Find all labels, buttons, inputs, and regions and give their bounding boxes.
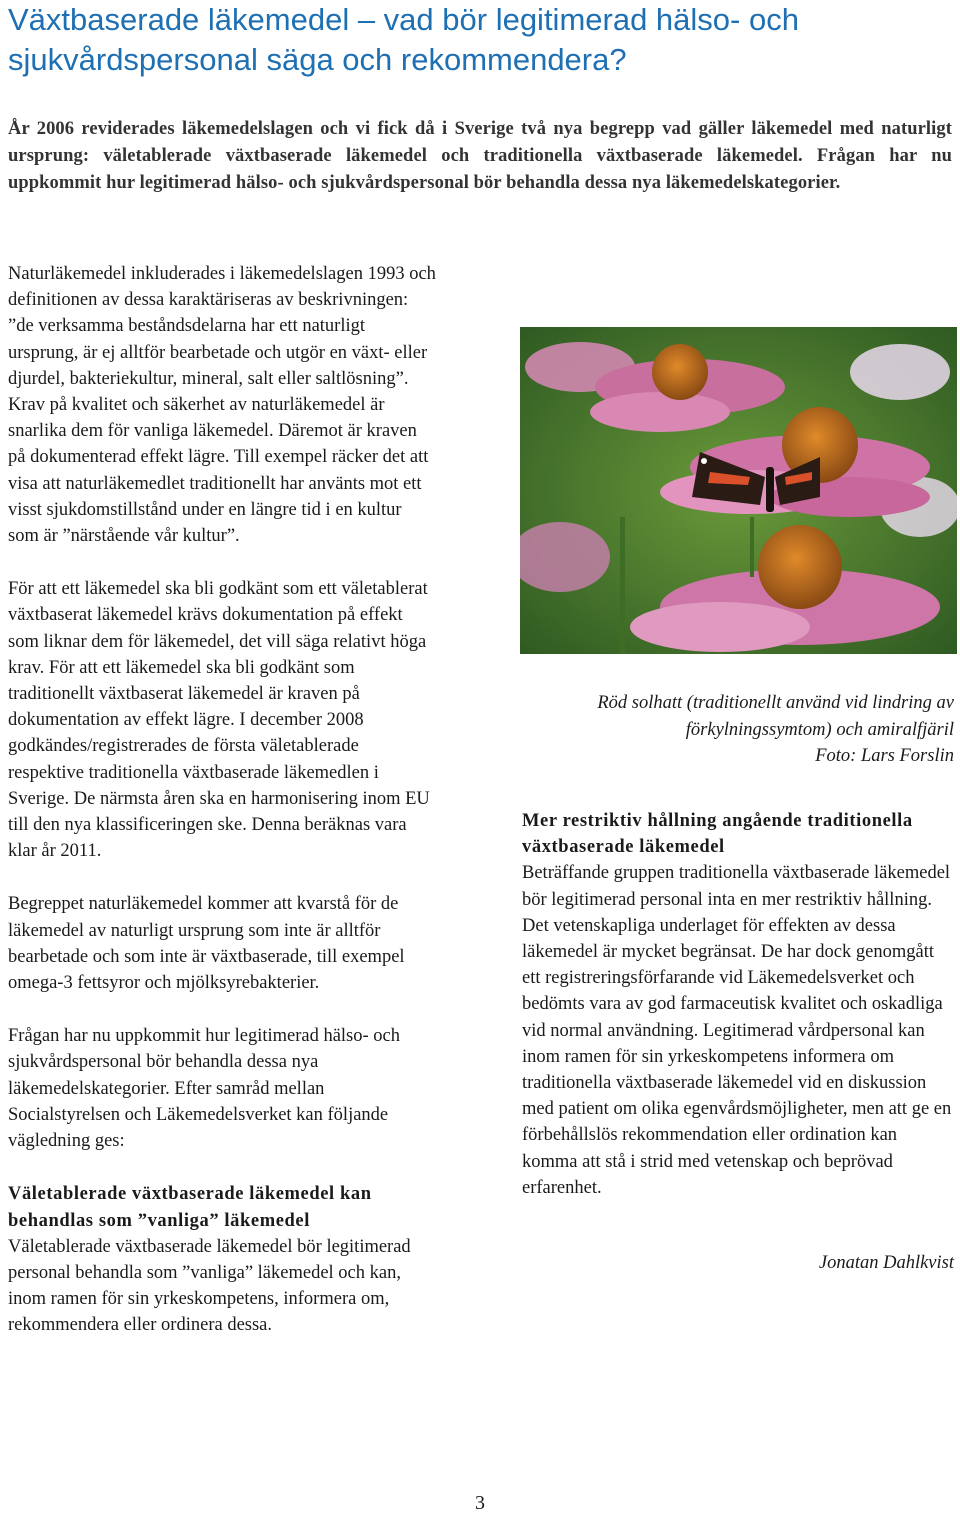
author-signature: Jonatan Dahlkvist <box>818 1253 954 1273</box>
paragraph-traditionella: Beträffande gruppen traditionella växtbaserade läkemedel bör legitimerad personal inta en mer restriktiv hållning. Det vetenskapliga underlaget för effekten av dessa läkemedel är mycket begränsat. De har dock genomgått ett registreringsförfarande vid Läkemedelsverket och bedömts vara av god farmaceutisk kvalitet och oskadliga vid normal användning. Legitimerad vårdpersonal kan inom ramen för sin yrkeskompetens informera om traditionella växtbaserade läkemedel vid en diskussion med patient om olika egenvårdsmöjligheter, men att ge en förbehållslös rekommendation eller ordination kan komma att stå i strid med vetenskap och beprövad erfarenhet. <box>522 863 952 1198</box>
section-heading-valetablerade: Väletablerade växtbaserade läkemedel kan behandlas som ”vanliga” läkemedel <box>8 1184 372 1231</box>
page-number: 3 <box>475 1492 485 1514</box>
paragraph-naturlakemedel: Naturläkemedel inkluderades i läkemedelslagen 1993 och definitionen av dessa karaktäriseras av beskrivningen: ”de verksamma beståndsdelarna har ett naturligt ursprung, är ej alltför bearbetade och utgör en växt- eller djurdel, bakteriekultur, mineral, salt eller saltlösning”. Krav på kvalitet och säkerhet av naturläkemedel är snarlika dem för vanliga läkemedel. Däremot är kraven på dokumenterad effekt lägre. Till exempel räcker det att visa att naturläkemedlet traditionellt har använts mot ett visst sjukdomstillstånd under en längre tid i en kultur som är ”närstående vår kultur”. <box>8 264 436 547</box>
paragraph-vagledning: Frågan har nu uppkommit hur legitimerad hälso- och sjukvårdspersonal bör behandla dessa nya läkemedelskategorier. Efter samråd mellan Socialstyrelsen och Läkemedelsverket kan följande vägledning ges: <box>8 1026 401 1152</box>
photo-echinacea-butterfly <box>520 327 957 654</box>
right-column <box>522 808 954 1201</box>
paragraph-valetablerade: Väletablerade växtbaserade läkemedel bör legitimerad personal behandla som ”vanliga” läkemedel och kan, inom ramen för sin yrkeskompetens, informera om, rekommendera eller ordinera dessa. <box>8 1236 411 1336</box>
page-title: Växtbaserade läkemedel – vad bör legitimerad hälso- och sjukvårdspersonal säga och rekommendera? <box>8 2 799 77</box>
paragraph-begreppet: Begreppet naturläkemedel kommer att kvarstå för de läkemedel av naturligt ursprung som inte är alltför bearbetade och som inte är växtbaserade, till exempel omega-3 fettsyror och mjölksyrebakterier. <box>8 894 405 994</box>
lead-paragraph: År 2006 reviderades läkemedelslagen och vi fick då i Sverige två nya begrepp vad gäller läkemedel med naturligt ursprung: väletablerade växtbaserade läkemedel och traditionella växtbaserade läkemedel. Frågan har nu uppkommit hur legitimerad hälso- och sjukvårdspersonal bör behandla dessa nya läkemedelskategorier. <box>8 119 952 193</box>
photo-illustration <box>520 327 957 654</box>
caption-line: Röd solhatt (traditionellt använd vid lindring av <box>597 693 954 713</box>
caption-line: förkylningssymtom) och amiralfjäril <box>685 719 954 740</box>
paragraph-godkannande: För att ett läkemedel ska bli godkänt som ett väletablerat växtbaserat läkemedel krävs dokumentation på effekt som liknar dem för läkemedel, det vill säga relativt höga krav. För att ett läkemedel ska bli godkänt som traditionellt växtbaserat läkemedel är kraven på dokumentation av effekt lägre. I december 2008 godkändes/registrerades de första väletablerade respektive traditionella växtbaserade läkemedlen i Sverige. De närmsta åren ska en harmonisering inom EU till den nya klassificeringen ske. Denna beräknas vara klar år 2011. <box>8 579 430 862</box>
photo-caption <box>520 690 954 770</box>
left-column <box>8 261 436 1366</box>
caption-credit: Foto: Lars Forslin <box>815 746 954 766</box>
section-heading-traditionella: Mer restriktiv hållning angående traditionella växtbaserade läkemedel <box>522 811 913 858</box>
